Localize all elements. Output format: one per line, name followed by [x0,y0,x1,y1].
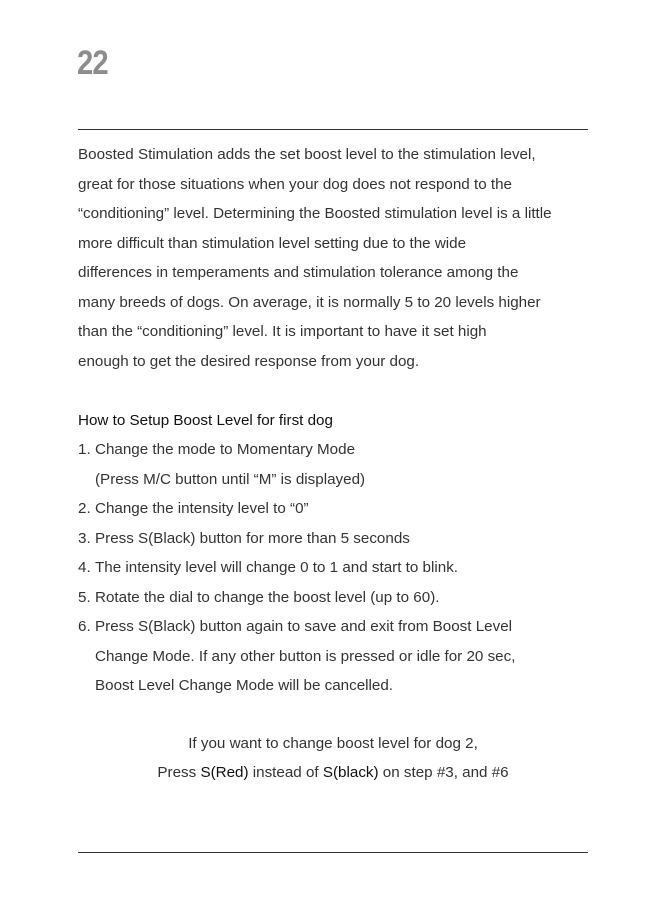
intro-line: enough to get the desired response from your dog. [78,352,420,370]
step-6-continuation: Change Mode. If any other button is pressed or idle for 20 sec, [95,647,516,665]
step-1 [78,435,598,465]
step-text: Press S(Black) button again to save and exit from Boost Level [95,618,513,635]
top-divider [78,129,588,130]
bottom-divider [78,852,588,853]
setup-heading: How to Setup Boost Level for first dog [78,411,333,429]
note-line-2 [78,758,588,788]
intro-line: differences in temperaments and stimulation tolerance among the [78,264,519,281]
note-prefix: Press [157,764,201,781]
note-red-button: S(Red) [200,764,249,781]
step-6-continuation: Boost Level Change Mode will be cancelled. [95,677,394,694]
intro-line: “conditioning” level. Determining the Boosted stimulation level is a little [78,205,552,222]
page-number: 22 [77,44,108,82]
step-5 [78,583,598,613]
note-black-button: S(black) [322,764,379,781]
note-suffix: on step #3, and #6 [378,764,509,781]
step-number: 3. [78,529,91,547]
step-text: Change the intensity level to “0” [95,500,309,517]
note-line-1: If you want to change boost level for dog 2, [188,735,478,752]
spacer [78,376,598,406]
intro-line: than the “conditioning” level. It is important to have it set high [78,323,487,340]
step-2 [78,494,598,524]
step-3 [78,524,598,554]
step-text: Change the mode to Momentary Mode [95,441,356,458]
step-4 [78,553,598,583]
intro-line: more difficult than stimulation level setting due to the wide [78,234,467,252]
step-number: 2. [78,500,91,517]
step-number: 1. [78,441,91,458]
note-mid: instead of [248,764,323,781]
step-text: The intensity level will change 0 to 1 and start to blink. [95,559,459,576]
step-text: Press S(Black) button for more than 5 seconds [95,529,410,547]
step-text: Rotate the dial to change the boost level (up to 60). [95,588,440,606]
intro-line: great for those situations when your dog does not respond to the [78,175,512,193]
step-number: 4. [78,559,91,576]
intro-paragraph [78,140,598,376]
intro-line: Boosted Stimulation adds the set boost level to the stimulation level, [78,146,536,163]
step-number: 6. [78,618,91,635]
intro-line: many breeds of dogs. On average, it is normally 5 to 20 levels higher [78,293,541,311]
step-1-continuation: (Press M/C button until “M” is displayed) [95,470,366,488]
steps-list [78,435,598,701]
step-6 [78,612,598,642]
main-content [78,140,598,701]
step-number: 5. [78,588,91,606]
